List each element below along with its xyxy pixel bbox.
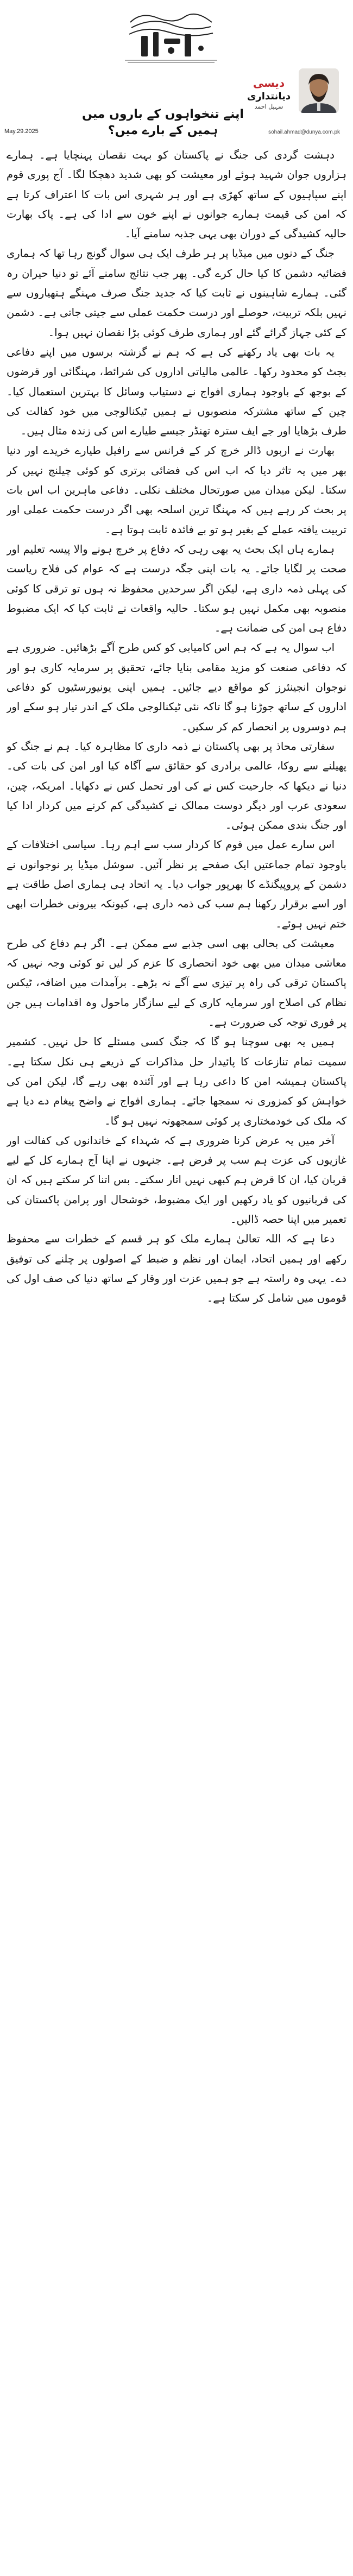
meta-row	[0, 121, 353, 142]
article-paragraph: اب سوال یہ ہے کہ ہم اس کامیابی کو کس طرح آگے بڑھائیں۔ ضروری ہے کہ دفاعی صنعت کو مزید مقامی بنایا جائے، تحقیق پر سرمایہ کاری ہو اور نوجوان انجینئرز کو مواقع دیے جائیں۔ ہمیں اپنی یونیورسٹیوں کو دفاعی اداروں کے ساتھ جوڑنا ہو گا تاکہ نئی ٹیکنالوجی ملک کے اندر تیار ہو سکے اور ہم دوسروں پر انحصار کم کر سکیں۔	[7, 641, 346, 733]
newspaper-logo	[114, 4, 228, 68]
article-paragraph: یہ بات بھی یاد رکھنے کی ہے کہ ہم نے گزشتہ برسوں میں اپنے دفاعی بجٹ کو محدود رکھا۔ عالمی مالیاتی اداروں کی شرائط، مہنگائی اور قرضوں کے بوجھ کے باوجود ہماری افواج نے دستیاب وسائل کا بہترین استعمال کیا۔ چین کے ساتھ مشترکہ منصوبوں نے ہمیں ٹیکنالوجی میں خود کفالت کی طرف بڑھایا اور جے ایف سترہ تھنڈر جیسے طیارے اس کی زندہ مثال ہیں۔	[7, 345, 346, 438]
article-paragraph: دہشت گردی کی جنگ نے پاکستان کو بہت نقصان پہنچایا ہے۔ ہمارے ہزاروں جوان شہید ہوئے اور معیشت کو بھی شدید دھچکا لگا۔ آج پوری قوم اپنے سپاہیوں کے ساتھ کھڑی ہے اور ہر شہری اس بات کا اعتراف کرتا ہے کہ امن کی قیمت ہمارے جوانوں نے اپنے خون سے ادا کی ہے۔ پاک بھارت حالیہ کشیدگی کے دوران بھی یہی جذبہ سامنے آیا۔	[7, 149, 346, 241]
column-name-red: دیسی	[253, 77, 285, 90]
logo-artwork	[119, 6, 223, 67]
article-paragraph: سفارتی محاذ پر بھی پاکستان نے ذمہ داری کا مظاہرہ کیا۔ ہم نے جنگ کو پھیلنے سے روکا، عالمی برادری کو حقائق سے آگاہ کیا اور امن کی بات کی۔ دنیا نے دیکھا کہ جارحیت کس نے کی اور تحمل کس نے دکھایا۔ امریکہ، چین، سعودی عرب اور دیگر دوست ممالک نے کشیدگی کم کرنے میں کردار ادا کیا اور جنگ بندی ممکن ہوئی۔	[7, 740, 346, 832]
article-paragraph: دعا ہے کہ اللہ تعالیٰ ہمارے ملک کو ہر قسم کے خطرات سے محفوظ رکھے اور ہمیں اتحاد، ایمان اور نظم و ضبط کے اصولوں پر چلنے کی توفیق دے۔ یہی وہ راستہ ہے جو ہمیں عزت اور وقار کے ساتھ دنیا کی صف اول کی قوموں میں شامل کر سکتا ہے۔	[7, 1233, 346, 1305]
column-badge	[244, 76, 293, 109]
author-photo	[299, 68, 339, 113]
article-header	[0, 0, 353, 144]
article-paragraph: اس سارے عمل میں قوم کا کردار سب سے اہم رہا۔ سیاسی اختلافات کے باوجود تمام جماعتیں ایک صفحے پر نظر آئیں۔ سوشل میڈیا پر نوجوانوں نے دشمن کے پروپیگنڈے کا بھرپور جواب دیا۔ یہ اتحاد ہی ہماری اصل طاقت ہے اور اسے برقرار رکھنا ہم سب کی ذمہ داری ہے، کیونکہ بیرونی خطرات ابھی ختم نہیں ہوئے۔	[7, 838, 346, 930]
article-paragraph: بھارت نے اربوں ڈالر خرچ کر کے فرانس سے رافیل طیارے خریدے اور دنیا بھر میں یہ تاثر دیا کہ اب اس کی فضائی برتری کو کوئی چیلنج نہیں کر سکتا۔ لیکن میدان میں صورتحال مختلف نکلی۔ دفاعی ماہرین اب اس بات پر بحث کر رہے ہیں کہ مہنگا ترین اسلحہ بھی اگر درست حکمت عملی اور تربیت یافتہ عملے کے بغیر ہو تو بے فائدہ ثابت ہوتا ہے۔	[7, 444, 346, 536]
article-paragraph: معیشت کی بحالی بھی اسی جذبے سے ممکن ہے۔ اگر ہم دفاع کی طرح معاشی میدان میں بھی خود انحصاری کا عزم کر لیں تو کوئی وجہ نہیں کہ پاکستان ترقی کی راہ پر تیزی سے آگے نہ بڑھے۔ برآمدات میں اضافہ، ٹیکس نظام کی اصلاح اور سرمایہ کاری کے لیے سازگار ماحول وہ اقدامات ہیں جن پر فوری توجہ کی ضرورت ہے۔	[7, 937, 346, 1029]
article-paragraph: ہمارے ہاں ایک بحث یہ بھی رہی کہ دفاع پر خرچ ہونے والا پیسہ تعلیم اور صحت پر لگایا جائے۔ یہ بات اپنی جگہ درست ہے کہ عوام کی فلاح ریاست کی پہلی ذمہ داری ہے، لیکن اگر سرحدیں محفوظ نہ ہوں تو ترقی کا کوئی منصوبہ بھی مکمل نہیں ہو سکتا۔ حالیہ واقعات نے ثابت کیا کہ ایک مضبوط دفاع ہی امن کی ضمانت ہے۔	[7, 542, 346, 635]
column-author: سہیل احمد	[254, 103, 283, 110]
publish-date: May.29.2025	[4, 128, 39, 135]
article-paragraph: ہمیں یہ بھی سوچنا ہو گا کہ جنگ کسی مسئلے کا حل نہیں۔ کشمیر سمیت تمام تنازعات کا پائیدار حل مذاکرات کے ذریعے ہی نکل سکتا ہے۔ پاکستان ہمیشہ امن کا داعی رہا ہے اور آئندہ بھی رہے گا، لیکن امن کی خواہش کو کمزوری نہ سمجھا جائے۔ ہماری افواج نے واضح پیغام دے دیا ہے کہ ملک کی خودمختاری پر کوئی سمجھوتہ نہیں ہو گا۔	[7, 1036, 346, 1127]
article-paragraph: آخر میں یہ عرض کرنا ضروری ہے کہ شہداء کے خاندانوں کی کفالت اور غازیوں کی عزت ہم سب پر فرض ہے۔ جنہوں نے اپنا آج ہمارے کل کے لیے قربان کیا، ان کا قرض ہم کبھی نہیں اتار سکتے۔ بس اتنا کر سکتے ہیں کہ ان کی قربانیوں کو یاد رکھیں اور ایک مضبوط، خوشحال اور پرامن پاکستان کی تعمیر میں اپنا حصہ ڈالیں۔	[7, 1134, 346, 1226]
page-title: اپنے تنخواہوں کے باروں میں ہمیں کے بارے میں؟	[82, 108, 244, 137]
column-name-black: دیانتداری	[247, 91, 291, 102]
article-body	[7, 146, 346, 2556]
author-email: sohail.ahmad@dunya.com.pk	[268, 129, 340, 135]
article-paragraph: جنگ کے دنوں میں میڈیا پر ہر طرف ایک ہی سوال گونج رہا تھا کہ ہماری فضائیہ دشمن کا کیا حال کرے گی۔ پھر جب نتائج سامنے آئے تو دنیا حیران رہ گئی۔ ہمارے شاہینوں نے ثابت کیا کہ جدید جنگ صرف مہنگے ہتھیاروں سے نہیں بلکہ تربیت، حوصلے اور درست حکمت عملی سے جیتی جاتی ہے۔ دشمن کے کئی جہاز گرائے گئے اور ہماری طرف کوئی بڑا نقصان نہیں ہوا۔	[7, 247, 346, 339]
author-portrait-icon	[299, 68, 339, 113]
